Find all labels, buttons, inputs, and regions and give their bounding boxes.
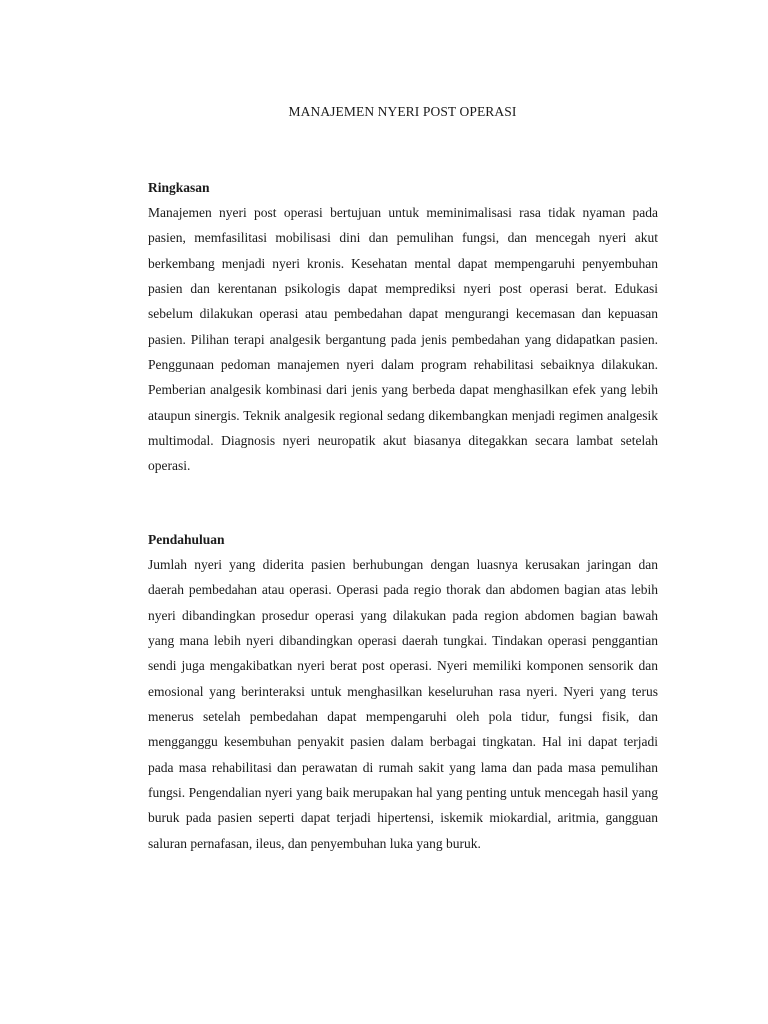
section-paragraph: Manajemen nyeri post operasi bertujuan untuk meminimalisasi rasa tidak nyaman pada pasien, memfasilitasi mobilisasi dini dan pemulihan fungsi, dan mencegah nyeri akut berkembang menjadi nyeri kronis. Kesehatan mental dapat mempengaruhi penyembuhan pasien dan kerentanan psikologis dapat memprediksi nyeri post operasi berat. Edukasi sebelum dilakukan operasi atau pembedahan dapat mengurangi kecemasan dan kepuasan pasien. Pilihan terapi analgesik bergantung pada jenis pembedahan yang didapatkan pasien. Penggunaan pedoman manajemen nyeri dalam program rehabilitasi sebaiknya dilakukan. Pemberian analgesik kombinasi dari jenis yang berbeda dapat menghasilkan efek yang lebih ataupun sinergis. Teknik analgesik regional sedang dikembangkan menjadi regimen analgesik multimodal. Diagnosis nyeri neuropatik akut biasanya ditegakkan secara lambat setelah operasi. <box>148 205 658 474</box>
section-paragraph: Jumlah nyeri yang diderita pasien berhubungan dengan luasnya kerusakan jaringan dan daerah pembedahan atau operasi. Operasi pada regio thorak dan abdomen bagian atas lebih nyeri dibandingkan prosedur operasi yang dilakukan pada region abdomen bagian bawah yang mana lebih nyeri dibandingkan operasi daerah tungkai. Tindakan operasi penggantian sendi juga mengakibatkan nyeri berat post operasi. Nyeri memiliki komponen sensorik dan emosional yang berinteraksi untuk menghasilkan keseluruhan rasa nyeri. Nyeri yang terus menerus setelah pembedahan dapat mempengaruhi oleh pola tidur, fungsi fisik, dan mengganggu kesembuhan penyakit pasien dalam berbagai tingkatan. Hal ini dapat terjadi pada masa rehabilitasi dan perawatan di rumah sakit yang lama dan pada masa pemulihan fungsi. Pengendalian nyeri yang baik merupakan hal yang penting untuk mencegah hasil yang buruk pada pasien seperti dapat terjadi hipertensi, iskemik miokardial, aritmia, gangguan saluran pernafasan, ileus, dan penyembuhan luka yang buruk. <box>148 557 658 851</box>
section-heading: Pendahuluan <box>148 532 225 547</box>
section-ringkasan <box>148 178 658 479</box>
document-title: MANAJEMEN NYERI POST OPERASI <box>288 104 517 119</box>
section-heading: Ringkasan <box>148 180 210 195</box>
section-pendahuluan <box>148 530 658 856</box>
